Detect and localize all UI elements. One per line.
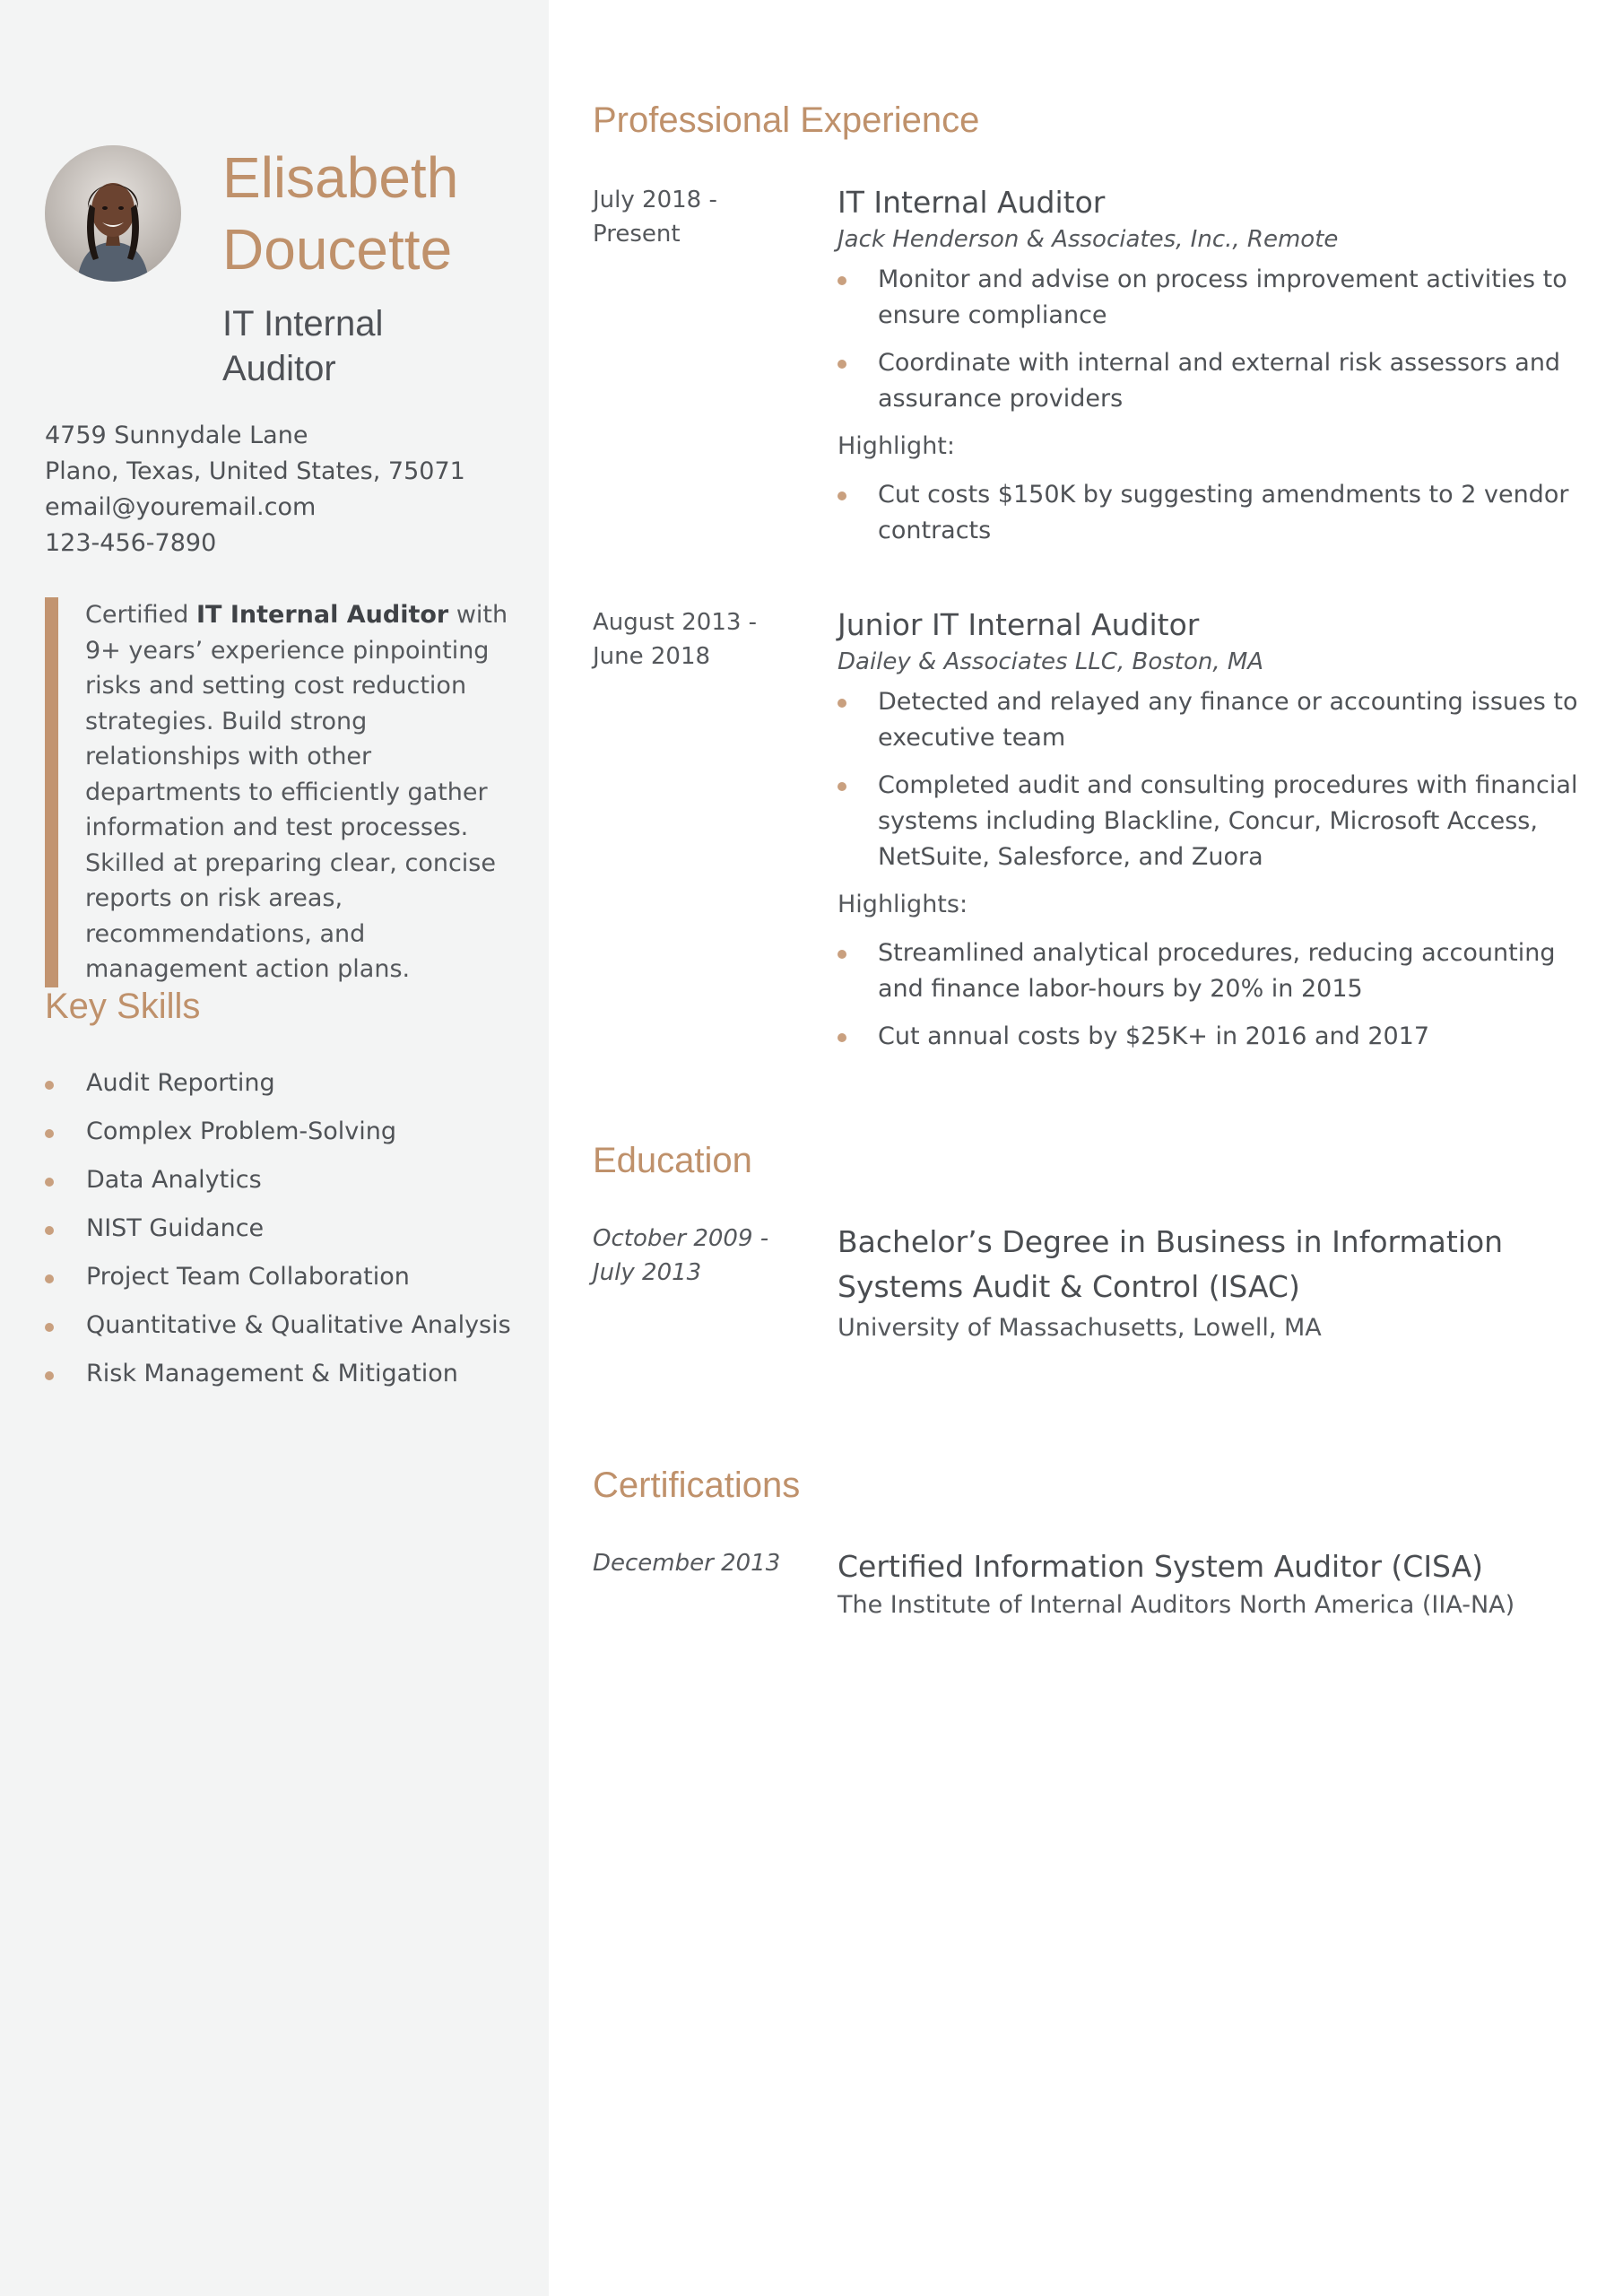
email[interactable]: email@youremail.com xyxy=(45,493,317,521)
bullet-icon xyxy=(838,276,846,285)
certifications-heading: Certifications xyxy=(593,1465,801,1505)
job-dates: August 2013 - June 2018 xyxy=(593,609,758,670)
bullet-item xyxy=(838,477,1582,549)
bullet-icon xyxy=(838,699,846,708)
highlight-label: Highlight: xyxy=(838,432,955,460)
summary xyxy=(45,597,529,987)
profile-photo xyxy=(45,145,181,282)
job-title-heading xyxy=(222,301,491,391)
avatar-portrait-icon xyxy=(45,145,181,282)
job-entry xyxy=(838,605,1582,1066)
key-skills-heading: Key Skills xyxy=(45,987,201,1026)
bullet-item xyxy=(838,262,1582,334)
skill-item xyxy=(45,1213,511,1261)
bullet-icon xyxy=(838,950,846,959)
bullet-icon xyxy=(45,1226,54,1235)
job-entry xyxy=(838,183,1582,561)
education-dates: October 2009 - July 2013 xyxy=(593,1225,769,1286)
bullet-icon xyxy=(45,1323,54,1332)
address: 4759 Sunnydale Lane xyxy=(45,422,308,449)
certification-entry xyxy=(838,1544,1582,1622)
summary-text: with 9+ years’ experience pinpointing risks and setting cost reduction strategies. Build strong relationships with other departments to efficiently gather information and test processes. Skilled at preparing clear, concise reports on risk areas, recommendations, and management action plans. xyxy=(85,601,508,983)
bullet-icon xyxy=(45,1081,54,1090)
bullet-text: Cut costs $150K by suggesting amendments to 2 vendor contracts xyxy=(878,481,1569,544)
certification-name: Certified Information System Auditor (CISA) xyxy=(838,1549,1484,1584)
job-title-line1: IT Internal xyxy=(222,304,384,344)
job-bullets xyxy=(838,684,1582,875)
certification-issuer: The Institute of Internal Auditors North America (IIA-NA) xyxy=(838,1591,1515,1619)
bullet-text: Detected and relayed any finance or accounting issues to executive team xyxy=(878,688,1578,752)
skill-item xyxy=(45,1358,511,1406)
skill-item xyxy=(45,1309,511,1358)
bullet-icon xyxy=(838,491,846,500)
bullet-item xyxy=(838,345,1582,417)
phone: 123-456-7890 xyxy=(45,529,217,557)
bullet-text: Cut annual costs by $25K+ in 2016 and 2017 xyxy=(878,1022,1430,1050)
skill-label: Project Team Collaboration xyxy=(86,1263,410,1291)
bullet-text: Monitor and advise on process improvement activities to ensure compliance xyxy=(878,265,1567,329)
bullet-icon xyxy=(45,1371,54,1380)
skill-label: Audit Reporting xyxy=(86,1069,275,1097)
bullet-icon xyxy=(838,782,846,791)
education-heading: Education xyxy=(593,1141,752,1180)
bullet-text: Streamlined analytical procedures, reducing accounting and finance labor-hours by 20% in 2015 xyxy=(878,939,1556,1003)
highlight-bullets xyxy=(838,935,1582,1055)
candidate-name xyxy=(222,142,527,285)
skills-list xyxy=(45,1067,511,1406)
summary-prefix: Certified xyxy=(85,601,196,629)
skill-label: Quantitative & Qualitative Analysis xyxy=(86,1311,511,1339)
job-dates: July 2018 - Present xyxy=(593,187,717,248)
skill-item xyxy=(45,1067,511,1116)
summary-bold: IT Internal Auditor xyxy=(196,601,449,629)
bullet-icon xyxy=(838,1033,846,1042)
highlight-bullets xyxy=(838,477,1582,549)
skill-item xyxy=(45,1261,511,1309)
job-title: Junior IT Internal Auditor xyxy=(838,607,1200,642)
bullet-item xyxy=(838,684,1582,756)
bullet-item xyxy=(838,768,1582,875)
job-title: IT Internal Auditor xyxy=(838,185,1106,220)
bullet-item xyxy=(838,1019,1582,1055)
bullet-text: Completed audit and consulting procedures with financial systems including Blackline, Concur, Microsoft Access, NetSuite, Salesforce, and Zuora xyxy=(878,771,1578,871)
company: Jack Henderson & Associates, Inc., Remote xyxy=(838,226,1339,253)
skill-label: Data Analytics xyxy=(86,1166,262,1194)
job-title-line2: Auditor xyxy=(222,349,336,388)
bullet-text: Coordinate with internal and external risk assessors and assurance providers xyxy=(878,349,1561,413)
first-name: Elisabeth xyxy=(222,145,459,210)
experience-heading: Professional Experience xyxy=(593,100,980,140)
bullet-icon xyxy=(45,1274,54,1283)
bullet-item xyxy=(838,935,1582,1007)
last-name: Doucette xyxy=(222,217,453,282)
job-bullets xyxy=(838,262,1582,417)
skill-label: NIST Guidance xyxy=(86,1214,265,1242)
education-entry xyxy=(838,1220,1582,1347)
school-name: University of Massachusetts, Lowell, MA xyxy=(838,1314,1322,1342)
certification-dates: December 2013 xyxy=(593,1550,781,1577)
city: Plano, Texas, United States, 75071 xyxy=(45,457,465,485)
skill-label: Risk Management & Mitigation xyxy=(86,1360,458,1387)
skill-item xyxy=(45,1164,511,1213)
bullet-icon xyxy=(45,1129,54,1138)
skill-label: Complex Problem-Solving xyxy=(86,1118,397,1145)
bullet-icon xyxy=(45,1178,54,1187)
highlight-label: Highlights: xyxy=(838,891,968,918)
bullet-icon xyxy=(838,360,846,369)
skill-item xyxy=(45,1116,511,1164)
contact-info xyxy=(45,418,529,561)
degree-title: Bachelor’s Degree in Business in Information Systems Audit & Control (ISAC) xyxy=(838,1224,1504,1304)
company: Dailey & Associates LLC, Boston, MA xyxy=(838,648,1264,675)
